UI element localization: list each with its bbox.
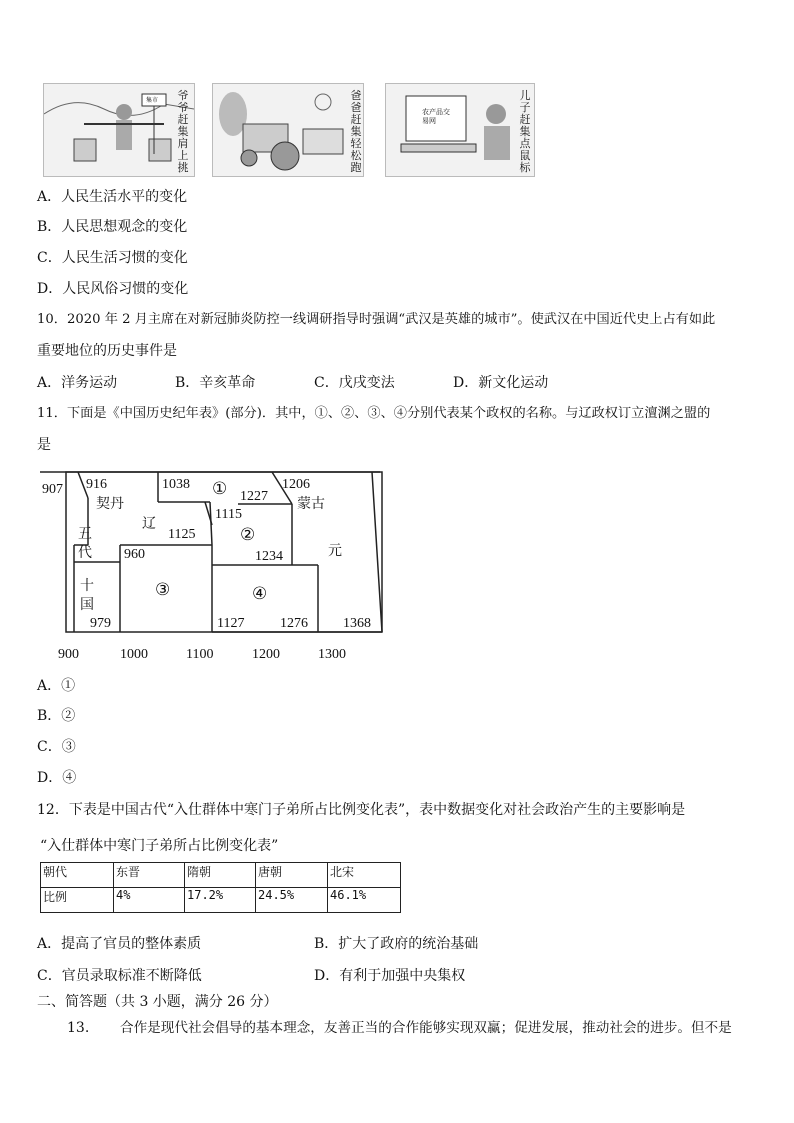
tl-979: 979 (90, 616, 111, 631)
tl-1125: 1125 (168, 527, 196, 542)
section-heading: 二、简答题（共 3 小题，满分 26 分） (37, 994, 278, 1010)
axis-1000: 1000 (120, 647, 148, 662)
tl-907: 907 (42, 482, 63, 497)
table-row (41, 863, 401, 888)
q9-option-b: B．人民思想观念的变化 (37, 219, 188, 235)
q9-option-d: D．人民风俗习惯的变化 (37, 281, 189, 297)
q10-option-d: D．新文化运动 (453, 375, 549, 391)
monitor-text: 农产品交易网 (422, 108, 450, 125)
computer-user-illustration (386, 84, 534, 176)
q13-number: 13. (67, 1020, 90, 1036)
q12-option-d: D．有利于加强中央集权 (314, 968, 466, 984)
axis-1300: 1300 (318, 647, 346, 662)
tl-1127: 1127 (217, 616, 245, 631)
q12-option-a: A．提高了官员的整体素质 (37, 936, 202, 952)
table-cell: 唐朝 (256, 863, 328, 888)
tl-circle-2: ② (240, 525, 256, 544)
axis-900: 900 (58, 647, 79, 662)
cartoon-sign: 集市 (146, 97, 159, 104)
q10-stem-line2: 重要地位的历史事件是 (37, 343, 177, 359)
cartoon-son (385, 83, 535, 177)
tl-liao: 辽 (142, 517, 156, 532)
tractor-illustration (213, 84, 363, 176)
q10-option-c: C．戊戌变法 (314, 375, 395, 391)
q11-stem-line2: 是 (37, 437, 51, 453)
table-cell: 北宋 (328, 863, 401, 888)
q10-stem-line1: 10．2020 年 2 月主席在对新冠肺炎防控一线调研指导时强调“武汉是英雄的城市”。使武汉在中国近代史上占有如此 (37, 312, 716, 327)
tl-circle-4: ④ (252, 584, 268, 603)
cartoon-caption-3: 儿子赶集点鼠标 (519, 89, 531, 174)
tl-1276: 1276 (280, 616, 308, 631)
tl-1115: 1115 (215, 507, 242, 522)
tl-1234: 1234 (255, 549, 283, 564)
tl-mongol: 蒙古 (297, 497, 325, 512)
q9-option-c: C．人民生活习惯的变化 (37, 250, 188, 266)
ratio-table (40, 862, 401, 913)
tl-khitan: 契丹 (96, 497, 124, 512)
axis-1100: 1100 (186, 647, 214, 662)
q11-option-c: C．③ (37, 739, 76, 755)
table-cell: 东晋 (114, 863, 185, 888)
tl-916: 916 (86, 477, 107, 492)
tl-1206: 1206 (282, 477, 310, 492)
table-cell: 隋朝 (185, 863, 256, 888)
q10-option-b: B．辛亥革命 (175, 375, 256, 391)
q12-stem: 12．下表是中国古代“入仕群体中寒门子弟所占比例变化表”，表中数据变化对社会政治产生的主要影响是 (37, 802, 686, 818)
tl-1038: 1038 (162, 477, 190, 492)
cartoon-caption-2: 爸爸赶集轻松跑 (350, 89, 362, 174)
grandpa-carrying-pole-illustration (44, 84, 194, 176)
q11-option-a: A．① (37, 678, 76, 694)
q12-option-b: B．扩大了政府的统治基础 (314, 936, 479, 952)
tl-960: 960 (124, 547, 145, 562)
tl-shi: 十 (80, 579, 94, 594)
table-cell: 24.5% (256, 888, 328, 913)
tl-1227: 1227 (240, 489, 268, 504)
table-cell: 46.1% (328, 888, 401, 913)
q10-option-a: A．洋务运动 (37, 375, 118, 391)
table-cell: 4% (114, 888, 185, 913)
table-cell: 17.2% (185, 888, 256, 913)
cartoon-caption-1: 爷爷赶集肩上挑 (177, 89, 189, 174)
q9-option-a: A．人民生活水平的变化 (37, 189, 188, 205)
cartoon-father (212, 83, 364, 177)
tl-yuan: 元 (328, 544, 342, 559)
q11-stem-line1: 11．下面是《中国历史纪年表》(部分)．其中，①、②、③、④分别代表某个政权的名称。与辽政权订立澶渊之盟的 (37, 406, 711, 421)
tl-guo: 国 (80, 598, 94, 613)
cartoon-grandpa (43, 83, 195, 177)
q12-option-c: C．官员录取标准不断降低 (37, 968, 202, 984)
q12-table-title: “入仕群体中寒门子弟所占比例变化表” (40, 838, 279, 854)
tl-circle-3: ③ (155, 580, 171, 599)
table-cell: 朝代 (41, 863, 114, 888)
table-cell: 比例 (41, 888, 114, 913)
q11-option-d: D．④ (37, 770, 77, 786)
tl-wu: 五 (78, 527, 92, 542)
table-row (41, 888, 401, 913)
tl-circle-1: ① (212, 479, 228, 498)
history-timeline-diagram (40, 470, 390, 665)
tl-dai: 代 (78, 546, 92, 561)
axis-1200: 1200 (252, 647, 280, 662)
q11-option-b: B．② (37, 708, 76, 724)
tl-1368: 1368 (343, 616, 371, 631)
q13-text: 合作是现代社会倡导的基本理念，友善正当的合作能够实现双赢；促进发展，推动社会的进步。但不是 (120, 1020, 732, 1036)
